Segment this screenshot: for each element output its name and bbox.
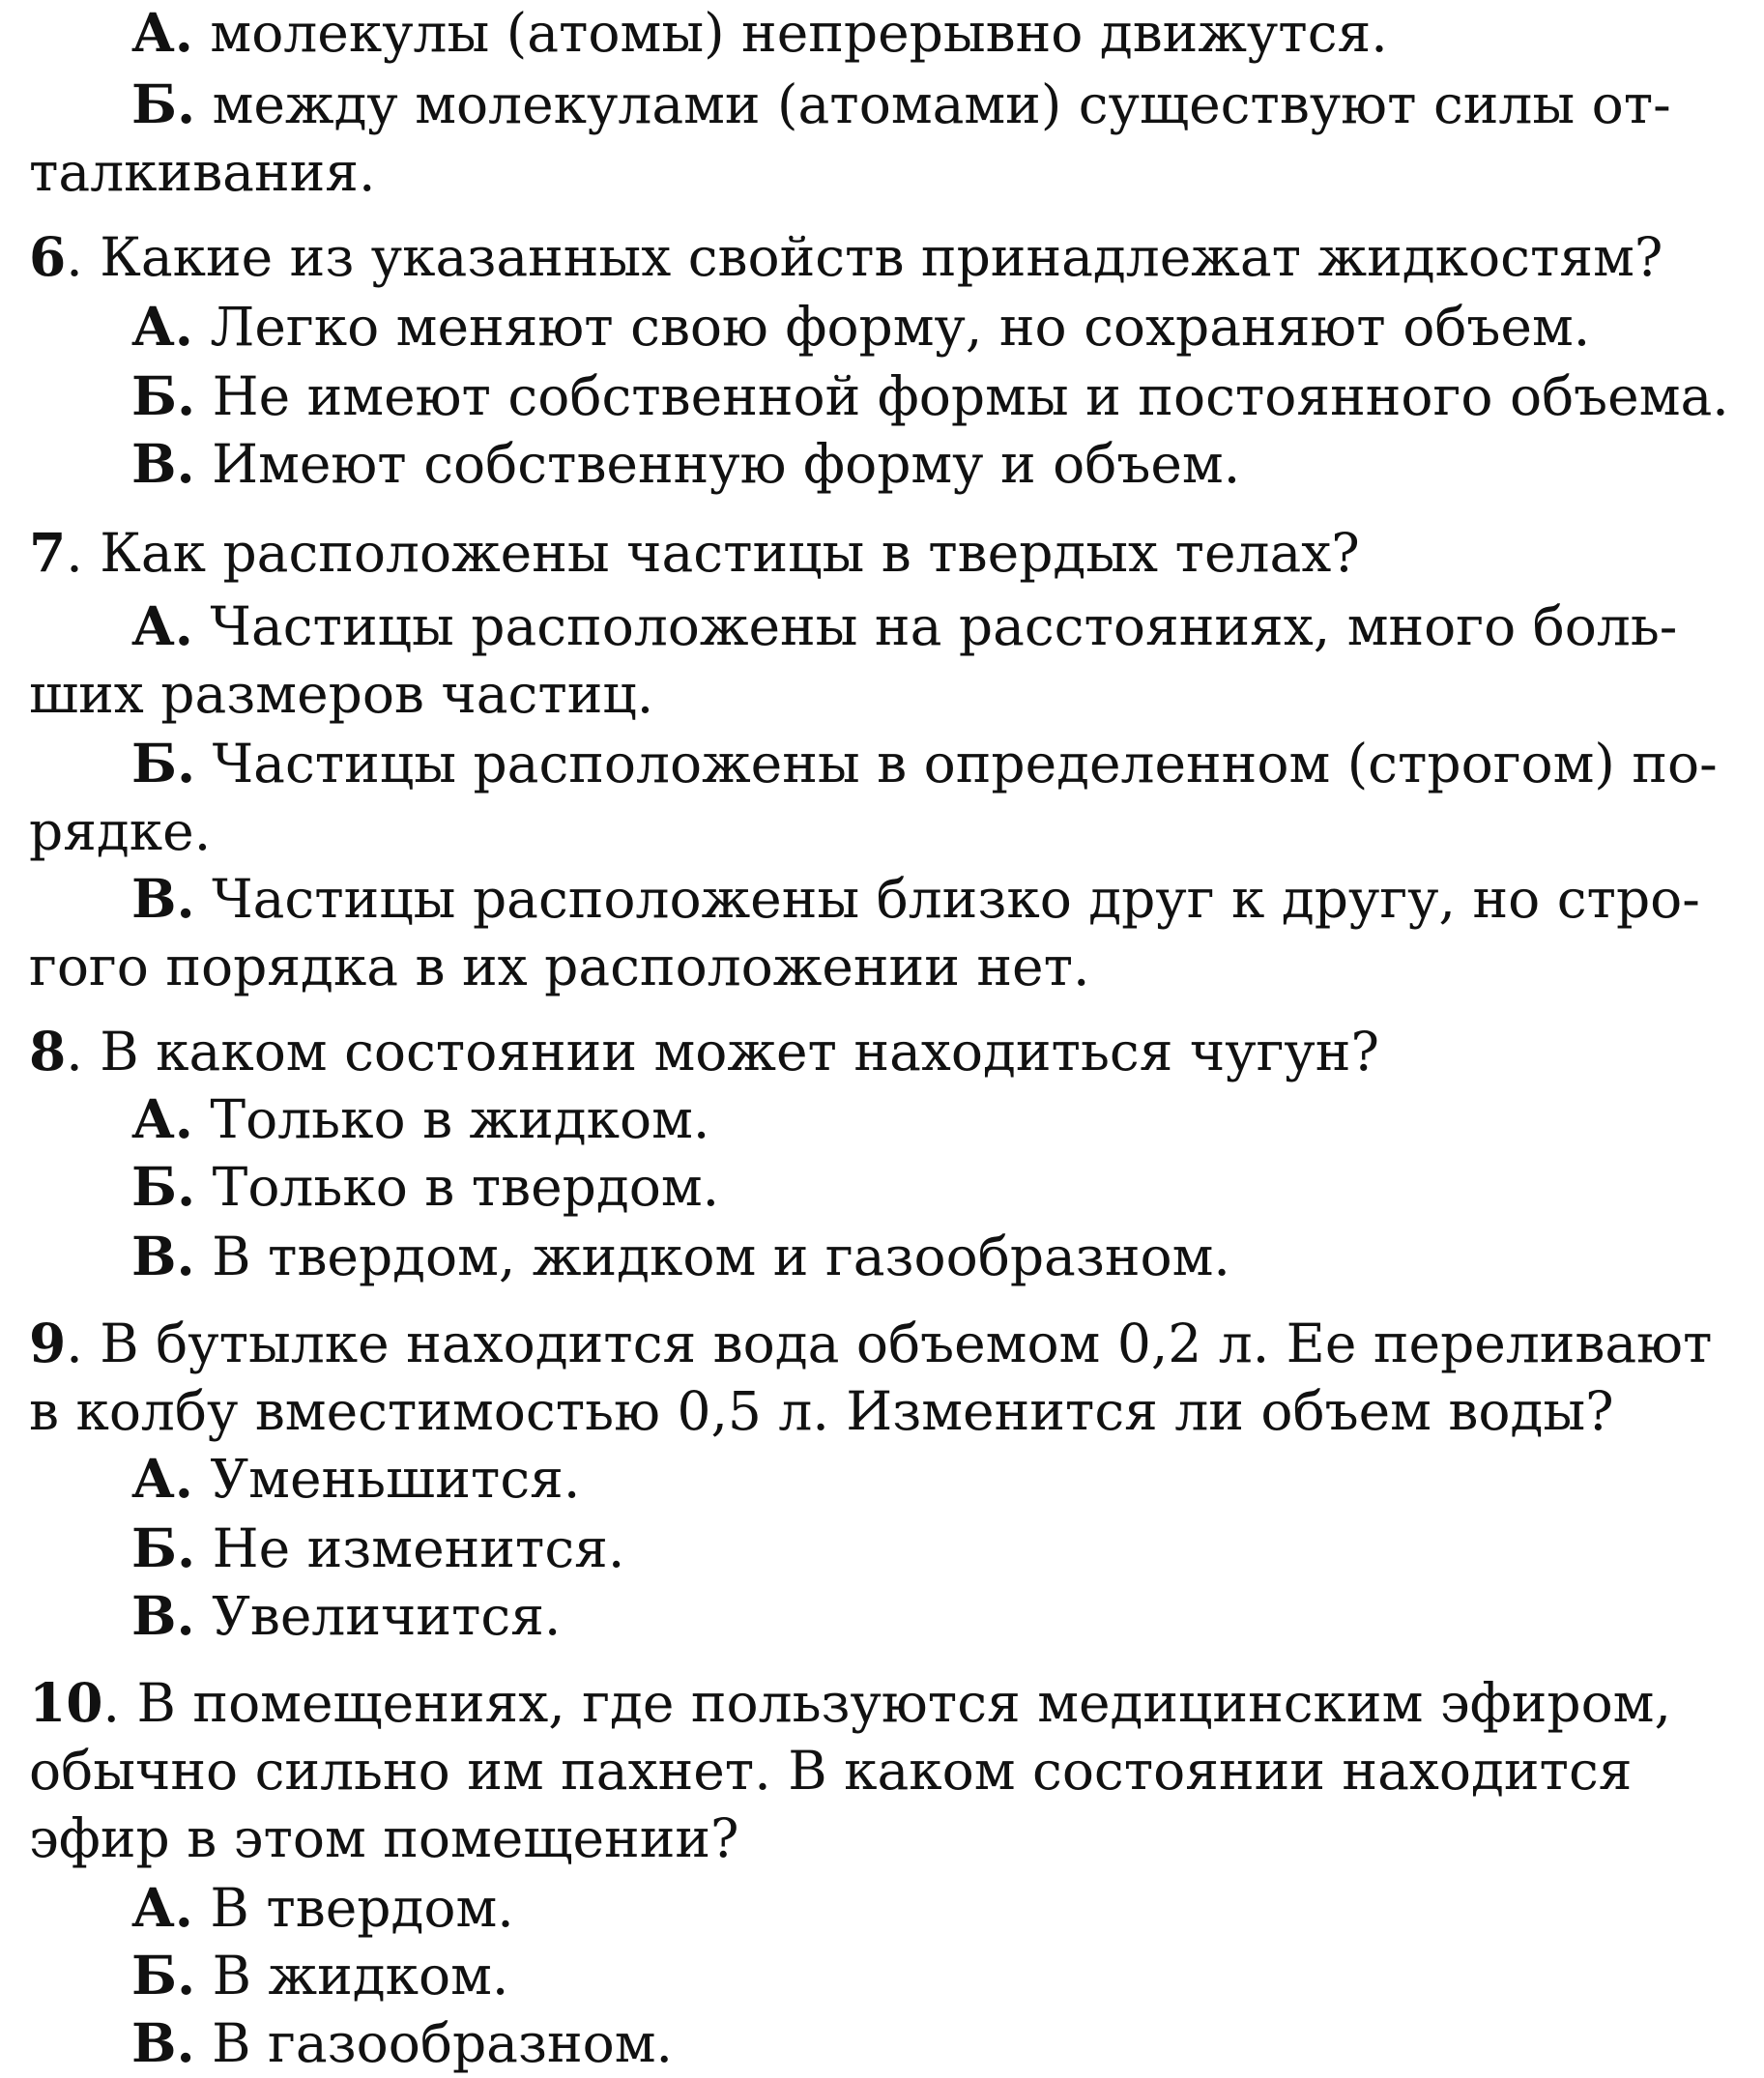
text-line: талкивания. <box>29 141 376 203</box>
option-label: Б. <box>131 72 196 135</box>
option-c <box>131 864 1700 934</box>
option-b <box>131 1514 624 1583</box>
option-text: Частицы расположены близко друг к другу, но стро- <box>194 868 1700 930</box>
question-number: 8 <box>29 1020 67 1082</box>
option-a <box>131 292 1590 361</box>
option-b <box>131 729 1718 798</box>
option-label: Б. <box>131 732 196 794</box>
option-label: А. <box>131 1876 193 1939</box>
option-c <box>131 1581 561 1651</box>
option-text: В твердом, жидком и газообразном. <box>194 1226 1230 1287</box>
text-line: в колбу вместимостью 0,5 л. Изменится ли объем воды? <box>29 1380 1614 1442</box>
question-10 <box>29 1668 1671 1738</box>
question-9-continuation <box>29 1376 1614 1446</box>
option-text: между молекулами (атомами) существуют силы от- <box>195 73 1671 135</box>
option-text: Уменьшится. <box>192 1448 581 1510</box>
option-b <box>131 1152 719 1222</box>
option-c-continuation <box>29 932 1089 1001</box>
option-label: А. <box>131 1447 193 1510</box>
question-number: 10 <box>29 1671 103 1734</box>
option-a <box>131 1444 580 1514</box>
question-10-continuation <box>29 1736 1632 1805</box>
option-c <box>131 429 1240 499</box>
option-text: Легко меняют свою форму, но сохраняют объем. <box>192 296 1591 358</box>
option-text: Частицы расположены на расстояниях, много боль- <box>192 595 1678 657</box>
option-text: молекулы (атомы) непрерывно движутся. <box>192 2 1388 64</box>
option-b-continuation <box>29 796 211 866</box>
option-b <box>131 70 1671 139</box>
option-text: Только в жидком. <box>192 1088 710 1150</box>
question-text: . В помещениях, где пользуются медицинским эфиром, <box>102 1672 1671 1734</box>
option-a-continuation <box>29 659 653 729</box>
option-label: В. <box>131 1225 195 1287</box>
option-a <box>131 1873 514 1943</box>
option-c <box>131 2008 673 2078</box>
option-label: А. <box>131 594 193 657</box>
option-text: В газообразном. <box>194 2012 673 2074</box>
option-text: Не имеют собственной формы и постоянного объема. <box>195 365 1729 427</box>
option-label: В. <box>131 1584 195 1647</box>
question-text: . В каком состоянии может находиться чугун? <box>66 1021 1379 1082</box>
option-label: Б. <box>131 1944 196 2006</box>
text-line: ших размеров частиц. <box>29 663 654 725</box>
option-text: Не изменится. <box>195 1517 625 1579</box>
option-label: В. <box>131 867 195 930</box>
option-label: А. <box>131 295 193 358</box>
option-b <box>131 1941 508 2010</box>
option-text: Только в твердом. <box>195 1156 720 1218</box>
text-line: гого порядка в их расположении нет. <box>29 936 1090 997</box>
option-label: В. <box>131 2011 195 2074</box>
text-line: обычно сильно им пахнет. В каком состоянии находится <box>29 1740 1633 1802</box>
option-label: Б. <box>131 1155 196 1218</box>
option-c <box>131 1222 1230 1291</box>
question-number: 7 <box>29 521 67 584</box>
option-text: Имеют собственную форму и объем. <box>194 433 1241 495</box>
option-label: В. <box>131 432 195 495</box>
question-8 <box>29 1017 1379 1086</box>
question-text: . Какие из указанных свойств принадлежат жидкостям? <box>66 226 1663 288</box>
option-b-continuation <box>29 137 375 207</box>
option-b <box>131 361 1729 431</box>
option-text: Увеличится. <box>194 1585 562 1647</box>
question-7 <box>29 518 1360 588</box>
question-9 <box>29 1309 1712 1378</box>
question-number: 9 <box>29 1312 67 1374</box>
option-a <box>131 0 1388 68</box>
option-label: Б. <box>131 364 196 427</box>
option-text: Частицы расположены в определенном (строгом) по- <box>195 733 1718 794</box>
option-text: В жидком. <box>195 1945 509 2006</box>
question-text: . В бутылке находится вода объемом 0,2 л. Ее переливают <box>66 1313 1713 1374</box>
option-label: А. <box>131 1 193 64</box>
text-line: эфир в этом помещении? <box>29 1807 739 1869</box>
option-a <box>131 592 1677 661</box>
question-text: . Как расположены частицы в твердых телах? <box>66 522 1360 584</box>
option-label: Б. <box>131 1516 196 1579</box>
question-number: 6 <box>29 225 67 288</box>
option-text: В твердом. <box>192 1877 514 1939</box>
text-line: рядке. <box>29 800 212 862</box>
option-label: А. <box>131 1087 193 1150</box>
question-10-continuation <box>29 1804 739 1873</box>
option-a <box>131 1084 709 1154</box>
question-6 <box>29 222 1663 292</box>
